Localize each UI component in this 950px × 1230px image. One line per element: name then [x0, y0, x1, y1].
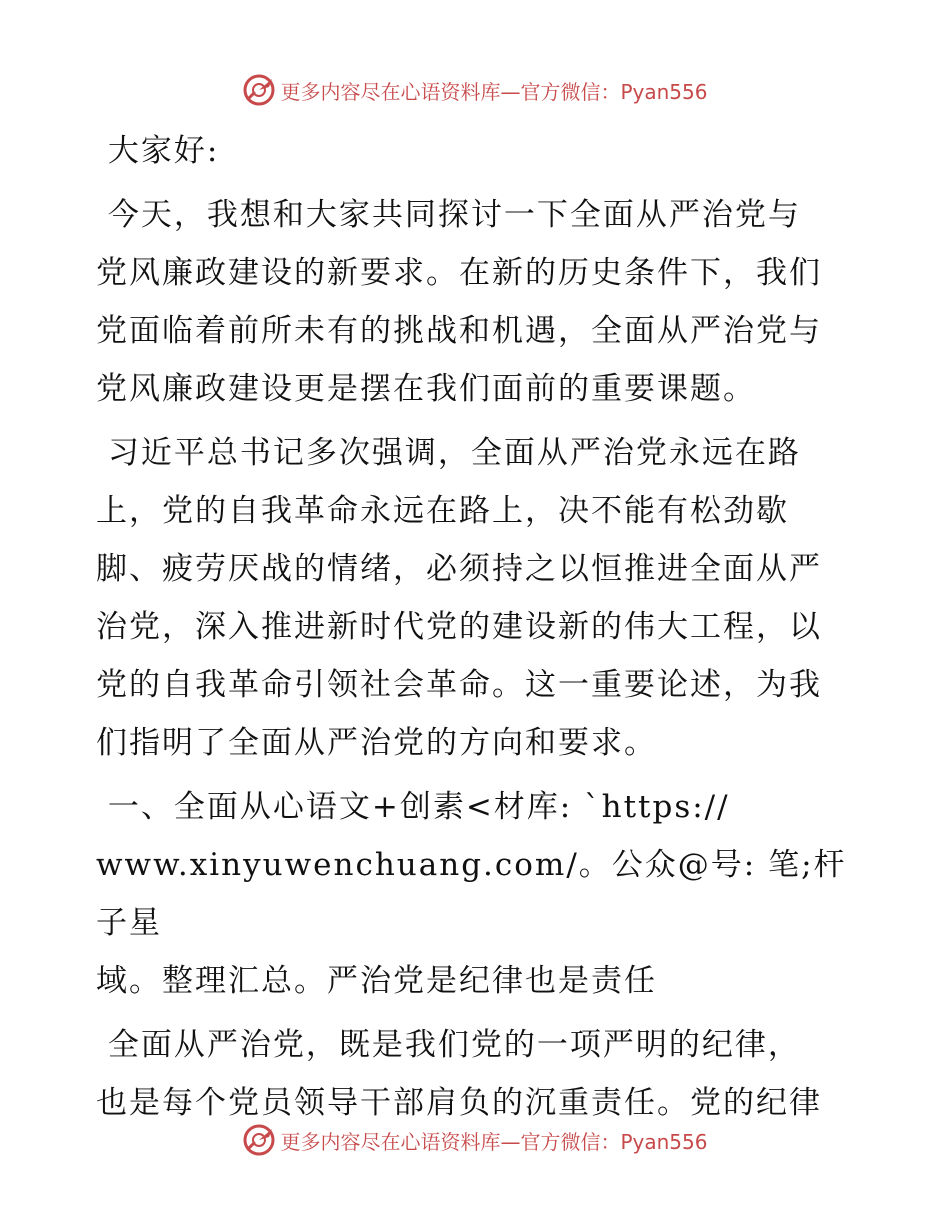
footer-watermark: [0, 1120, 950, 1160]
footer-watermark-text: 更多内容尽在心语资料库—官方微信：Pyan556: [280, 1129, 708, 1154]
text-line: 上，党的自我革命永远在路上，决不能有松劲歇: [96, 493, 789, 529]
brand-logo-icon: [242, 1123, 276, 1157]
paragraph: [96, 122, 856, 180]
document-body: [96, 122, 856, 1138]
text-line: 们指明了全面从严治党的方向和要求。: [96, 725, 657, 761]
text-line: 全面从严治党，既是我们党的一项严明的纪律，: [96, 1027, 801, 1063]
text-line: 今天，我想和大家共同探讨一下全面从严治党与: [96, 197, 801, 233]
header-watermark: [0, 70, 950, 110]
text-line: 脚、疲劳厌战的情绪，必须持之以恒推进全面从严: [96, 551, 822, 587]
text-line: 习近平总书记多次强调，全面从严治党永远在路: [96, 435, 801, 471]
text-line: 也是每个党员领导干部肩负的沉重责任。党的纪律: [96, 1085, 822, 1121]
paragraph: [96, 186, 856, 418]
text-line: 党的自我革命引领社会革命。这一重要论述，为我: [96, 667, 822, 703]
text-line: 大家好:: [96, 133, 220, 169]
paragraph: [96, 1016, 856, 1132]
text-line: 党风廉政建设的新要求。在新的历史条件下，我们: [96, 255, 822, 291]
header-watermark-text: 更多内容尽在心语资料库—官方微信：Pyan556: [280, 79, 708, 104]
text-line: 党面临着前所未有的挑战和机遇，全面从严治党与: [96, 313, 822, 349]
text-line: 党风廉政建设更是摆在我们面前的重要课题。: [96, 371, 756, 407]
text-line: 一、全面从心语文+创素<材库: `https://: [96, 789, 730, 825]
text-line: 治党，深入推进新时代党的建设新的伟大工程，以: [96, 609, 822, 645]
text-line: 域。整理汇总。严治党是纪律也是责任: [96, 963, 657, 999]
paragraph: [96, 778, 856, 1010]
paragraph: [96, 424, 856, 772]
brand-logo-icon: [242, 73, 276, 107]
text-line: www.xinyuwenchuang.com/。公众@号: 笔;杆子星: [96, 847, 847, 941]
